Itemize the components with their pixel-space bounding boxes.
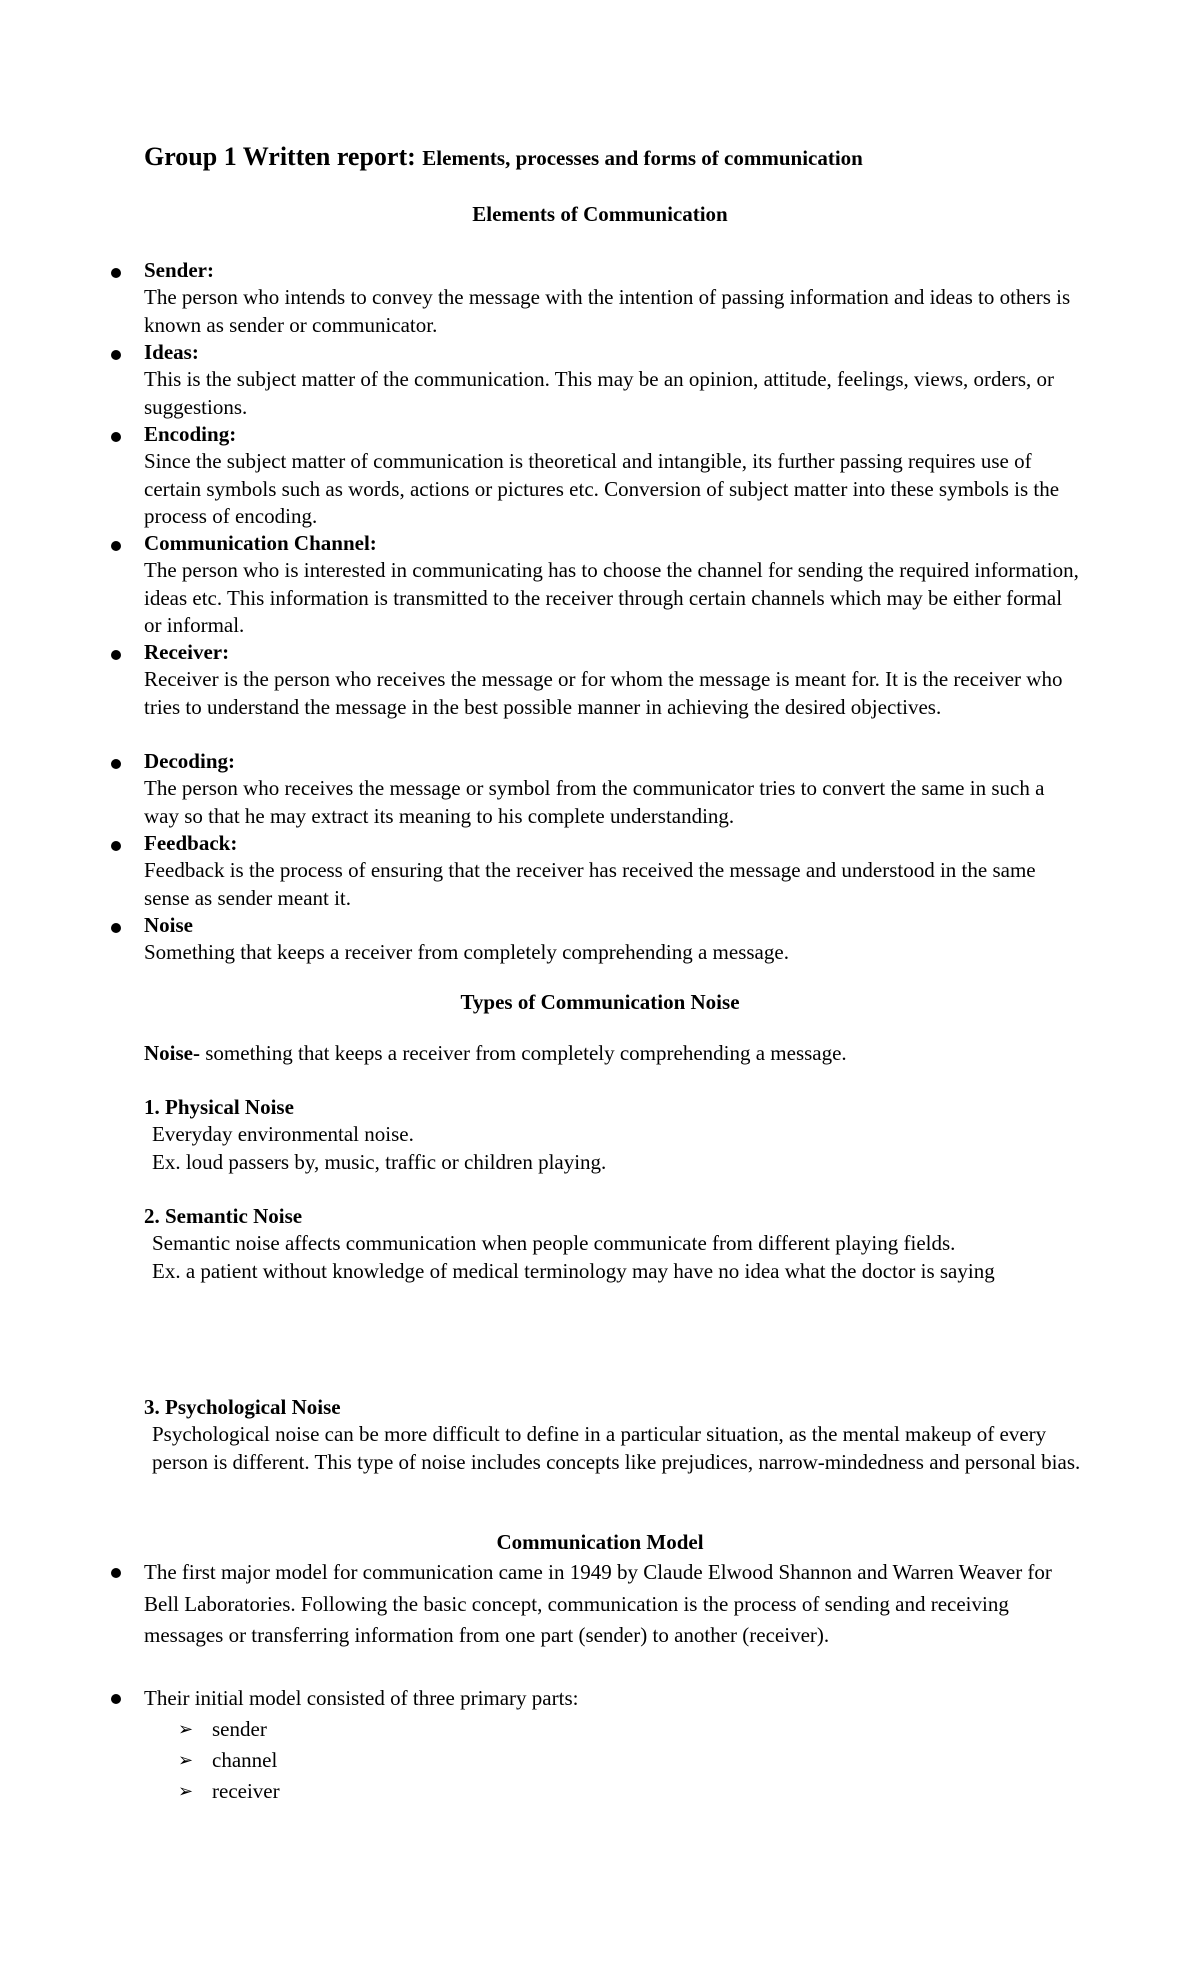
noise-type-name: 2. Semantic Noise	[144, 1204, 303, 1228]
model-section-title: Communication Model	[496, 1530, 704, 1554]
element-item-receiver	[144, 639, 1084, 721]
report-group-label: Group 1 Written report:	[144, 142, 416, 171]
noise-type-psychological	[144, 1394, 1084, 1476]
element-desc: Something that keeps a receiver from completely comprehending a message.	[144, 940, 789, 965]
element-term: Receiver:	[144, 640, 230, 664]
element-desc: The person who intends to convey the message with the intention of passing information and ideas to others is known as sender or communicator.	[144, 285, 1071, 337]
arrow-bullet-icon: ➢	[178, 1750, 194, 1770]
element-term: Noise	[144, 913, 193, 937]
model-point-1: The first major model for communication came in 1949 by Claude Elwood Shannon and Warren Weaver for Bell Laboratories. Following the basic concept, communication is the process of sending and receiving messages or transferring information from one part (sender) to another (receiver).	[144, 1560, 1052, 1647]
arrow-bullet-icon: ➢	[178, 1781, 194, 1801]
element-item-decoding	[144, 748, 1084, 830]
element-desc: The person who is interested in communicating has to choose the channel for sending the required information, ideas etc. This information is transmitted to the receiver through certain channels which may be either formal or informal.	[144, 558, 1079, 637]
noise-type-line: Semantic noise affects communication when people communicate from different playing fields.	[152, 1231, 956, 1256]
noise-type-line: Ex. loud passers by, music, traffic or children playing.	[152, 1149, 607, 1174]
bullet-icon	[111, 759, 121, 769]
report-heading	[144, 142, 863, 172]
bullet-icon	[111, 1568, 121, 1578]
bullet-icon	[111, 350, 121, 360]
element-item-encoding	[144, 421, 1084, 530]
noise-type-physical	[144, 1094, 1084, 1176]
model-point-2: Their initial model consisted of three primary parts:	[144, 1686, 579, 1710]
noise-type-line: Ex. a patient without knowledge of medical terminology may have no idea what the doctor is saying	[152, 1258, 995, 1283]
element-desc: The person who receives the message or symbol from the communicator tries to convert the same in such a way so that he may extract its meaning to his complete understanding.	[144, 776, 1045, 828]
noise-def-term: Noise-	[144, 1041, 200, 1065]
bullet-icon	[111, 1694, 121, 1704]
element-item-feedback	[144, 830, 1084, 912]
noise-section-title: Types of Communication Noise	[460, 990, 740, 1014]
noise-type-name: 3. Psychological Noise	[144, 1395, 341, 1419]
noise-def-text: something that keeps a receiver from completely comprehending a message.	[200, 1041, 847, 1065]
element-item-channel	[144, 530, 1084, 639]
elements-section-title: Elements of Communication	[472, 202, 728, 226]
noise-type-semantic	[144, 1203, 1084, 1285]
noise-type-line: Psychological noise can be more difficult to define in a particular situation, as the mental makeup of every person is different. This type of noise includes concepts like prejudices, narrow-mindedness and personal bias.	[152, 1422, 1081, 1474]
bullet-icon	[111, 650, 121, 660]
element-desc: Receiver is the person who receives the message or for whom the message is meant for. It is the receiver who tries to understand the message in the best possible manner in achieving the desired objectives.	[144, 667, 1063, 719]
noise-type-line: Everyday environmental noise.	[152, 1122, 414, 1147]
noise-definition	[144, 1040, 1084, 1067]
element-term: Communication Channel:	[144, 531, 377, 555]
bullet-icon	[111, 432, 121, 442]
bullet-icon	[111, 268, 121, 278]
element-term: Sender:	[144, 258, 214, 282]
element-term: Ideas:	[144, 340, 199, 364]
element-desc: This is the subject matter of the communication. This may be an opinion, attitude, feelings, views, orders, or suggestions.	[144, 367, 1054, 419]
element-term: Encoding:	[144, 422, 237, 446]
element-term: Decoding:	[144, 749, 235, 773]
bullet-icon	[111, 923, 121, 933]
element-item-noise	[144, 912, 1084, 967]
model-part-sender: sender	[212, 1717, 267, 1741]
model-part-channel: channel	[212, 1748, 278, 1772]
model-part-receiver: receiver	[212, 1779, 280, 1803]
element-item-sender	[144, 257, 1084, 339]
bullet-icon	[111, 841, 121, 851]
arrow-bullet-icon: ➢	[178, 1719, 194, 1739]
element-item-ideas	[144, 339, 1084, 421]
report-subtitle: Elements, processes and forms of communication	[422, 146, 863, 170]
element-desc: Since the subject matter of communication is theoretical and intangible, its further passing requires use of certain symbols such as words, actions or pictures etc. Conversion of subject matter into these symbols is the process of encoding.	[144, 449, 1060, 528]
element-term: Feedback:	[144, 831, 238, 855]
bullet-icon	[111, 541, 121, 551]
noise-type-name: 1. Physical Noise	[144, 1095, 294, 1119]
element-desc: Feedback is the process of ensuring that the receiver has received the message and understood in the same sense as sender meant it.	[144, 858, 1036, 910]
